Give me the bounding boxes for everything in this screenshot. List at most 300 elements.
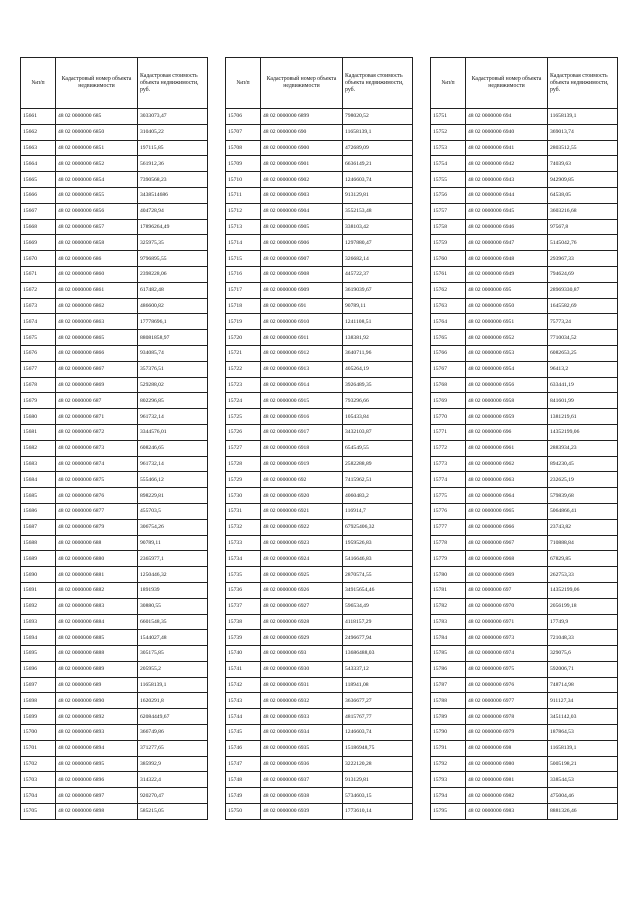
cadastral-number-cell: 48 02 0000000 6971 [466, 614, 548, 630]
table-row [21, 756, 208, 772]
cost-cell: 232625,19 [548, 472, 618, 488]
cost-cell: 8881326,46 [548, 804, 618, 820]
cost-cell: 913129,81 [343, 187, 413, 203]
number-cell: 15671 [21, 266, 56, 282]
number-cell: 15745 [226, 725, 261, 741]
table-row [226, 124, 413, 140]
number-cell: 15713 [226, 219, 261, 235]
cadastral-number-cell: 48 02 0000000 6896 [56, 772, 138, 788]
number-cell: 15792 [431, 756, 466, 772]
cadastral-number-cell: 48 02 0000000 6877 [56, 503, 138, 519]
table-row [21, 535, 208, 551]
cost-cell: 2870574,55 [343, 567, 413, 583]
table-row [226, 503, 413, 519]
number-cell: 15771 [431, 424, 466, 440]
cadastral-number-cell: 48 02 0000000 6966 [466, 519, 548, 535]
table-row [431, 582, 618, 598]
cost-cell: 1891939 [138, 582, 208, 598]
number-cell: 15709 [226, 156, 261, 172]
number-cell: 15681 [21, 424, 56, 440]
number-cell: 15691 [21, 582, 56, 598]
number-cell: 15685 [21, 488, 56, 504]
table-3 [430, 57, 618, 820]
table-row [431, 440, 618, 456]
cadastral-number-cell: 48 02 0000000 6973 [466, 630, 548, 646]
cadastral-number-cell: 48 02 0000000 6912 [261, 345, 343, 361]
number-cell: 15719 [226, 314, 261, 330]
cadastral-number-cell: 48 02 0000000 6977 [466, 693, 548, 709]
column-header-cadnum: Кадастровый номер объекта недвижимости [466, 58, 548, 109]
cadastral-number-cell: 48 02 0000000 6903 [261, 187, 343, 203]
cadastral-number-cell: 48 02 0000000 698 [466, 740, 548, 756]
header-row [431, 58, 618, 109]
table-row [431, 772, 618, 788]
cost-cell: 592006,71 [548, 661, 618, 677]
number-cell: 15669 [21, 235, 56, 251]
number-cell: 15793 [431, 772, 466, 788]
cost-cell: 4060483,2 [343, 488, 413, 504]
number-cell: 15756 [431, 187, 466, 203]
cadastral-number-cell: 48 02 0000000 6884 [56, 614, 138, 630]
table-row [226, 235, 413, 251]
number-cell: 15750 [226, 804, 261, 820]
number-cell: 15736 [226, 582, 261, 598]
number-cell: 15661 [21, 109, 56, 125]
table-row [21, 361, 208, 377]
number-cell: 15740 [226, 646, 261, 662]
cost-cell: 118941,08 [343, 677, 413, 693]
table-row [226, 693, 413, 709]
cost-cell: 748714,98 [548, 677, 618, 693]
table-row [21, 109, 208, 125]
number-cell: 15718 [226, 298, 261, 314]
cadastral-number-cell: 48 02 0000000 6904 [261, 203, 343, 219]
number-cell: 15667 [21, 203, 56, 219]
number-cell: 15733 [226, 535, 261, 551]
column-header-num: №п/п [226, 58, 261, 109]
table-row [21, 693, 208, 709]
cost-cell: 894230,45 [548, 456, 618, 472]
cadastral-number-cell: 48 02 0000000 696 [466, 424, 548, 440]
table-row [226, 567, 413, 583]
table-row [21, 251, 208, 267]
column-header-num: №п/п [431, 58, 466, 109]
table-row [21, 788, 208, 804]
number-cell: 15683 [21, 456, 56, 472]
cost-cell: 371277,65 [138, 740, 208, 756]
cadastral-number-cell: 48 02 0000000 6907 [261, 251, 343, 267]
cadastral-number-cell: 48 02 0000000 6851 [56, 140, 138, 156]
table-row [21, 377, 208, 393]
number-cell: 15711 [226, 187, 261, 203]
table-row [21, 519, 208, 535]
cadastral-number-cell: 48 02 0000000 6944 [466, 187, 548, 203]
number-cell: 15763 [431, 298, 466, 314]
cadastral-number-cell: 48 02 0000000 6863 [56, 314, 138, 330]
cost-cell: 11658139,1 [343, 124, 413, 140]
cost-cell: 326682,14 [343, 251, 413, 267]
cadastral-number-cell: 48 02 0000000 6874 [56, 456, 138, 472]
cadastral-number-cell: 48 02 0000000 6975 [466, 661, 548, 677]
cadastral-number-cell: 48 02 0000000 6875 [56, 472, 138, 488]
cadastral-number-cell: 48 02 0000000 6883 [56, 598, 138, 614]
table-row [431, 330, 618, 346]
column-header-cadnum: Кадастровый номер объекта недвижимости [56, 58, 138, 109]
number-cell: 15724 [226, 393, 261, 409]
cadastral-number-cell: 48 02 0000000 692 [261, 472, 343, 488]
cadastral-number-cell: 48 02 0000000 6852 [56, 156, 138, 172]
number-cell: 15764 [431, 314, 466, 330]
table-row [431, 424, 618, 440]
cadastral-number-cell: 48 02 0000000 6932 [261, 693, 343, 709]
number-cell: 15728 [226, 456, 261, 472]
cadastral-number-cell: 48 02 0000000 6937 [261, 772, 343, 788]
table-row [431, 693, 618, 709]
number-cell: 15782 [431, 598, 466, 614]
table-row [21, 740, 208, 756]
number-cell: 15698 [21, 693, 56, 709]
cost-cell: 205955,2 [138, 661, 208, 677]
table-row [226, 725, 413, 741]
cadastral-number-cell: 48 02 0000000 6916 [261, 409, 343, 425]
cost-cell: 5145042,76 [548, 235, 618, 251]
table-row [21, 772, 208, 788]
table-row [226, 314, 413, 330]
cadastral-number-cell: 48 02 0000000 6900 [261, 140, 343, 156]
table-row [21, 187, 208, 203]
number-cell: 15772 [431, 440, 466, 456]
table-row [431, 551, 618, 567]
cadastral-number-cell: 48 02 0000000 6938 [261, 788, 343, 804]
number-cell: 15675 [21, 330, 56, 346]
cost-cell: 62084449,67 [138, 709, 208, 725]
cadastral-number-cell: 48 02 0000000 6958 [466, 393, 548, 409]
cadastral-number-cell: 48 02 0000000 6965 [466, 503, 548, 519]
cadastral-number-cell: 48 02 0000000 6941 [466, 140, 548, 156]
number-cell: 15780 [431, 567, 466, 583]
cadastral-number-cell: 48 02 0000000 6879 [56, 519, 138, 535]
number-cell: 15752 [431, 124, 466, 140]
cadastral-number-cell: 48 02 0000000 6948 [466, 251, 548, 267]
cadastral-number-cell: 48 02 0000000 6930 [261, 661, 343, 677]
number-cell: 15663 [21, 140, 56, 156]
cadastral-number-cell: 48 02 0000000 6908 [261, 266, 343, 282]
cadastral-number-cell: 48 02 0000000 6854 [56, 172, 138, 188]
number-cell: 15712 [226, 203, 261, 219]
cost-cell: 4118157,29 [343, 614, 413, 630]
table-row [431, 235, 618, 251]
cadastral-number-cell: 48 02 0000000 6892 [56, 709, 138, 725]
number-cell: 15747 [226, 756, 261, 772]
cost-cell: 3640711,96 [343, 345, 413, 361]
cost-cell: 475004,46 [548, 788, 618, 804]
cost-cell: 920270,47 [138, 788, 208, 804]
cadastral-number-cell: 48 02 0000000 6876 [56, 488, 138, 504]
table-row [21, 725, 208, 741]
cost-cell: 385992,9 [138, 756, 208, 772]
cadastral-number-cell: 48 02 0000000 6961 [466, 440, 548, 456]
cost-cell: 2803512,55 [548, 140, 618, 156]
number-cell: 15672 [21, 282, 56, 298]
cadastral-number-cell: 48 02 0000000 6940 [466, 124, 548, 140]
table-row [21, 345, 208, 361]
number-cell: 15730 [226, 488, 261, 504]
table-row [431, 630, 618, 646]
number-cell: 15689 [21, 551, 56, 567]
table-row [431, 567, 618, 583]
cadastral-number-cell: 48 02 0000000 6889 [56, 661, 138, 677]
number-cell: 15741 [226, 661, 261, 677]
cadastral-number-cell: 48 02 0000000 694 [466, 109, 548, 125]
number-cell: 15773 [431, 456, 466, 472]
cost-cell: 405264,19 [343, 361, 413, 377]
cost-cell: 486600,82 [138, 298, 208, 314]
table-row [21, 440, 208, 456]
cadastral-number-cell: 48 02 0000000 6982 [466, 788, 548, 804]
number-cell: 15714 [226, 235, 261, 251]
column-header-cadnum: Кадастровый номер объекта недвижимости [261, 58, 343, 109]
cadastral-number-cell: 48 02 0000000 686 [56, 251, 138, 267]
cadastral-number-cell: 48 02 0000000 6926 [261, 582, 343, 598]
number-cell: 15726 [226, 424, 261, 440]
number-cell: 15788 [431, 693, 466, 709]
table-row [431, 203, 618, 219]
number-cell: 15762 [431, 282, 466, 298]
number-cell: 15794 [431, 788, 466, 804]
cost-cell: 105433,84 [343, 409, 413, 425]
cadastral-number-cell: 48 02 0000000 6976 [466, 677, 548, 693]
table-1 [20, 57, 208, 820]
header-row [21, 58, 208, 109]
cadastral-number-cell: 48 02 0000000 6865 [56, 330, 138, 346]
cadastral-number-cell: 48 02 0000000 6921 [261, 503, 343, 519]
table-row [431, 535, 618, 551]
table-row [431, 598, 618, 614]
cadastral-number-cell: 48 02 0000000 6924 [261, 551, 343, 567]
cadastral-number-cell: 48 02 0000000 6943 [466, 172, 548, 188]
cadastral-number-cell: 48 02 0000000 6894 [56, 740, 138, 756]
cadastral-number-cell: 48 02 0000000 697 [466, 582, 548, 598]
table-row [21, 124, 208, 140]
cost-cell: 3619039,67 [343, 282, 413, 298]
number-cell: 15770 [431, 409, 466, 425]
cadastral-number-cell: 48 02 0000000 6954 [466, 361, 548, 377]
number-cell: 15670 [21, 251, 56, 267]
cost-cell: 1250446,32 [138, 567, 208, 583]
cadastral-number-cell: 48 02 0000000 6905 [261, 219, 343, 235]
number-cell: 15666 [21, 187, 56, 203]
number-cell: 15742 [226, 677, 261, 693]
table-row [431, 740, 618, 756]
cost-cell: 710888,84 [548, 535, 618, 551]
table-row [431, 282, 618, 298]
cadastral-number-cell: 48 02 0000000 687 [56, 393, 138, 409]
cost-cell: 338544,53 [548, 772, 618, 788]
cadastral-number-cell: 48 02 0000000 6862 [56, 298, 138, 314]
number-cell: 15743 [226, 693, 261, 709]
cost-cell: 2582288,89 [343, 456, 413, 472]
cadastral-number-cell: 48 02 0000000 6911 [261, 330, 343, 346]
number-cell: 15749 [226, 788, 261, 804]
table-row [21, 203, 208, 219]
cost-cell: 472689,09 [343, 140, 413, 156]
cost-cell: 608246,65 [138, 440, 208, 456]
cadastral-number-cell: 48 02 0000000 6980 [466, 756, 548, 772]
cost-cell: 1544027,48 [138, 630, 208, 646]
cadastral-number-cell: 48 02 0000000 6860 [56, 266, 138, 282]
cadastral-number-cell: 48 02 0000000 6850 [56, 124, 138, 140]
cost-cell: 30880,55 [138, 598, 208, 614]
number-cell: 15735 [226, 567, 261, 583]
cadastral-number-cell: 48 02 0000000 6897 [56, 788, 138, 804]
cost-cell: 1246603,74 [343, 725, 413, 741]
number-cell: 15784 [431, 630, 466, 646]
table-row [431, 140, 618, 156]
table-row [21, 393, 208, 409]
table-row [431, 725, 618, 741]
cadastral-number-cell: 48 02 0000000 6858 [56, 235, 138, 251]
number-cell: 15722 [226, 361, 261, 377]
cadastral-number-cell: 48 02 0000000 6968 [466, 551, 548, 567]
table-row [226, 740, 413, 756]
table-row [21, 661, 208, 677]
table-row [226, 582, 413, 598]
cost-cell: 67925406,32 [343, 519, 413, 535]
cost-cell: 7415962,51 [343, 472, 413, 488]
cadastral-number-cell: 48 02 0000000 6928 [261, 614, 343, 630]
cost-cell: 75773,24 [548, 314, 618, 330]
cost-cell: 561912,36 [138, 156, 208, 172]
number-cell: 15703 [21, 772, 56, 788]
cost-cell: 2398228,06 [138, 266, 208, 282]
number-cell: 15767 [431, 361, 466, 377]
cadastral-number-cell: 48 02 0000000 695 [466, 282, 548, 298]
number-cell: 15708 [226, 140, 261, 156]
table-row [21, 140, 208, 156]
table-row [431, 709, 618, 725]
table-row [226, 440, 413, 456]
cost-cell: 445722,37 [343, 266, 413, 282]
cadastral-number-cell: 48 02 0000000 6880 [56, 551, 138, 567]
cadastral-number-cell: 48 02 0000000 688 [56, 535, 138, 551]
number-cell: 15696 [21, 661, 56, 677]
table-row [21, 567, 208, 583]
number-cell: 15674 [21, 314, 56, 330]
cost-cell: 90789,11 [138, 535, 208, 551]
cost-cell: 90789,11 [343, 298, 413, 314]
cost-cell: 798020,52 [343, 109, 413, 125]
number-cell: 15695 [21, 646, 56, 662]
number-cell: 15720 [226, 330, 261, 346]
cost-cell: 5064866,41 [548, 503, 618, 519]
header-row [226, 58, 413, 109]
cadastral-number-cell: 48 02 0000000 6867 [56, 361, 138, 377]
table-row [431, 298, 618, 314]
table-row [431, 124, 618, 140]
cadastral-number-cell: 48 02 0000000 685 [56, 109, 138, 125]
table-row [226, 488, 413, 504]
cost-cell: 3451142,03 [548, 709, 618, 725]
table-row [431, 109, 618, 125]
table-row [431, 377, 618, 393]
table-row [226, 598, 413, 614]
number-cell: 15755 [431, 172, 466, 188]
cost-cell: 3603216,68 [548, 203, 618, 219]
column-header-cost: Кадастровая стоимость объекта недвижимости, руб. [343, 58, 413, 109]
table-row [431, 456, 618, 472]
table-row [226, 330, 413, 346]
number-cell: 15716 [226, 266, 261, 282]
table-row [21, 630, 208, 646]
number-cell: 15707 [226, 124, 261, 140]
number-cell: 15737 [226, 598, 261, 614]
cost-cell: 97567,8 [548, 219, 618, 235]
table-row [431, 677, 618, 693]
table-row [21, 282, 208, 298]
cost-cell: 17896264,49 [138, 219, 208, 235]
cost-cell: 11658139,1 [548, 740, 618, 756]
cadastral-number-cell: 48 02 0000000 6974 [466, 646, 548, 662]
cadastral-number-cell: 48 02 0000000 693 [261, 646, 343, 662]
cost-cell: 197115,85 [138, 140, 208, 156]
cost-cell: 369013,74 [548, 124, 618, 140]
number-cell: 15775 [431, 488, 466, 504]
cost-cell: 913129,81 [343, 772, 413, 788]
number-cell: 15795 [431, 804, 466, 820]
number-cell: 15789 [431, 709, 466, 725]
cost-cell: 187864,53 [548, 725, 618, 741]
table-row [21, 298, 208, 314]
cost-cell: 14352199,06 [548, 424, 618, 440]
cost-cell: 3926489,35 [343, 377, 413, 393]
number-cell: 15744 [226, 709, 261, 725]
number-cell: 15662 [21, 124, 56, 140]
number-cell: 15785 [431, 646, 466, 662]
number-cell: 15738 [226, 614, 261, 630]
number-cell: 15693 [21, 614, 56, 630]
number-cell: 15704 [21, 788, 56, 804]
cost-cell: 96413,2 [548, 361, 618, 377]
cost-cell: 64538,05 [548, 187, 618, 203]
cadastral-number-cell: 48 02 0000000 691 [261, 298, 343, 314]
cost-cell: 3033073,47 [138, 109, 208, 125]
table-row [431, 219, 618, 235]
cadastral-number-cell: 48 02 0000000 6936 [261, 756, 343, 772]
table-row [226, 630, 413, 646]
number-cell: 15684 [21, 472, 56, 488]
cost-cell: 366749,86 [138, 725, 208, 741]
cadastral-number-cell: 48 02 0000000 6913 [261, 361, 343, 377]
table-row [226, 172, 413, 188]
cadastral-number-cell: 48 02 0000000 6914 [261, 377, 343, 393]
cost-cell: 17749,9 [548, 614, 618, 630]
table-row [21, 804, 208, 820]
table-row [21, 709, 208, 725]
table-row [21, 266, 208, 282]
table-row [21, 472, 208, 488]
table-row [431, 488, 618, 504]
cost-cell: 357376,51 [138, 361, 208, 377]
cadastral-number-cell: 48 02 0000000 6861 [56, 282, 138, 298]
cost-cell: 306754,26 [138, 519, 208, 535]
cost-cell: 529288,02 [138, 377, 208, 393]
number-cell: 15699 [21, 709, 56, 725]
table-row [226, 614, 413, 630]
cost-cell: 793296,66 [343, 393, 413, 409]
table-row [226, 187, 413, 203]
table-row [431, 187, 618, 203]
table-row [226, 788, 413, 804]
